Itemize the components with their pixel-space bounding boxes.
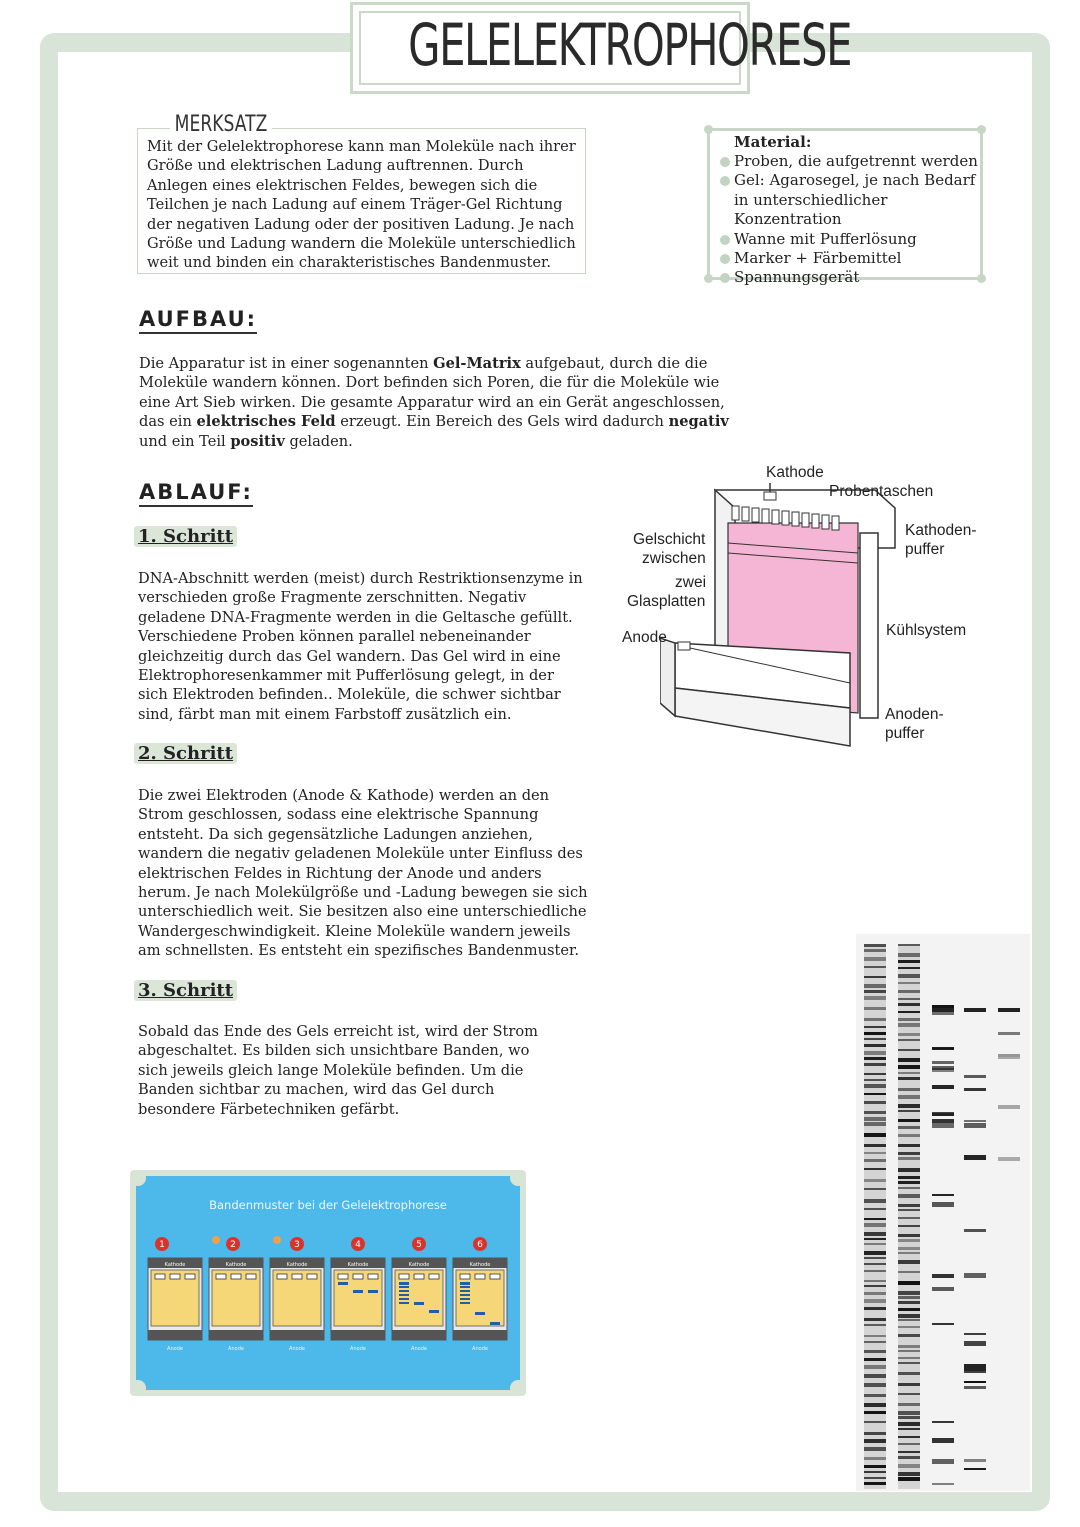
gel-band	[864, 1063, 886, 1066]
gel-band	[898, 990, 920, 993]
gel-band	[864, 1208, 886, 1210]
gel-band	[864, 1223, 886, 1227]
bm-well	[170, 1274, 180, 1279]
gel-band	[864, 1457, 886, 1460]
label-kuehlsystem: Kühlsystem	[886, 622, 967, 639]
gel-band	[998, 1054, 1020, 1057]
bm-ladder-band	[460, 1282, 470, 1284]
bm-anode-bar	[270, 1330, 324, 1340]
gel-band	[864, 1403, 886, 1407]
gel-band	[964, 1368, 986, 1371]
gel-lane-smear	[864, 944, 886, 1489]
gel-band	[898, 1416, 920, 1419]
gel-band	[864, 976, 886, 978]
gel-band	[898, 1168, 920, 1172]
label-kathode: Kathode	[766, 464, 824, 481]
gel-band	[864, 966, 886, 968]
bm-step-number: 5	[416, 1240, 422, 1250]
gel-band	[898, 1334, 920, 1337]
gel-band	[932, 1085, 954, 1089]
bm-ladder-band	[460, 1286, 470, 1288]
gel-band	[898, 1033, 920, 1036]
electrophoresis-apparatus-diagram	[660, 478, 910, 753]
gel-band	[932, 1123, 954, 1128]
bandenmuster-panels	[136, 1176, 520, 1390]
aufbau-text: Die Apparatur ist in einer sogenannten Gel-Matrix aufgebaut, durch die die Moleküle wandern können. Dort befinden sich Poren, die für die Moleküle wie eine Art Sieb wirken. Die gesamte Apparatur wird an ein Gerät angeschlossen, das ein elektrisches Feld erzeugt. Ein Bereich des Gels wird dadurch negativ und ein Teil positiv geladen.	[139, 355, 729, 450]
bm-band	[475, 1312, 485, 1315]
bm-anode-bar	[148, 1330, 202, 1340]
gel-band	[898, 1023, 920, 1027]
gel-band	[864, 1263, 886, 1265]
gel-band	[898, 1281, 920, 1285]
bm-band	[490, 1322, 500, 1325]
gel-band	[898, 1152, 920, 1155]
gel-band	[864, 1365, 886, 1369]
gel-band	[864, 1122, 886, 1126]
aufbau-heading: AUFBAU:	[139, 307, 257, 334]
gel-band	[864, 1432, 886, 1435]
gel-band	[898, 1271, 920, 1273]
material-list	[720, 152, 980, 288]
gel-band	[898, 1144, 920, 1147]
bm-step-number: 1	[159, 1240, 165, 1250]
gel-band	[864, 1335, 886, 1337]
gel-band	[864, 1251, 886, 1255]
bm-anode-bar	[392, 1330, 446, 1340]
gel-band	[898, 1217, 920, 1219]
gel-band	[898, 1239, 920, 1242]
gel-band	[898, 1065, 920, 1069]
gel-band	[964, 1075, 986, 1078]
gel-band	[898, 1319, 920, 1321]
gel-band	[864, 1133, 886, 1137]
bm-ladder-band	[460, 1294, 470, 1296]
gel-band	[932, 1061, 954, 1064]
gel-band	[864, 1018, 886, 1021]
step-3-text: Sobald das Ende des Gels erreicht ist, wird der Strom abgeschaltet. Es bilden sich unsichtbare Banden, wo sich jeweils gleich lange Moleküle befinden. Um die Banden sichtbar zu machen, wird das Gel durch besondere Färbetechniken gefärbt.	[138, 1023, 538, 1118]
gel-band	[964, 1381, 986, 1383]
bm-kathode-label: Kathode	[408, 1262, 430, 1268]
gel-band	[932, 1012, 954, 1015]
gel-band	[864, 1341, 886, 1343]
step-1-text: DNA-Abschnitt werden (meist) durch Restriktionsenzyme in verschieden große Fragmente zerschnitten. Negativ geladene DNA-Fragmente werden in die Geltasche gefüllt. Verschiedene Proben können parallel nebeneinander gleichzeitig durch das Gel wandern. Das Gel wird in eine Elektrophoresenkammer mit Pufferlösung gelegt, in der sich Elektroden befinden.. Moleküle, die schwer sichtbar sind, färbt man mit einem Farbstoff zusätzlich ein.	[138, 570, 583, 723]
gel-band	[864, 1324, 886, 1326]
gel-band	[898, 1403, 920, 1406]
gel-band	[964, 1229, 986, 1232]
gel-band	[864, 1292, 886, 1295]
bm-ladder-band	[399, 1290, 409, 1292]
gel-band	[964, 1008, 986, 1012]
gel-band	[932, 1459, 954, 1464]
label-anode: Anode	[622, 629, 667, 646]
gel-band	[864, 1394, 886, 1397]
label-gelschicht-4: Glasplatten	[627, 593, 706, 610]
gel-band	[898, 974, 920, 978]
gel-band	[898, 1451, 920, 1453]
gel-band	[932, 1483, 954, 1485]
material-item: Wanne mit Pufferlösung	[720, 230, 980, 249]
step-3-label: 3. Schritt	[134, 980, 237, 1001]
label-gelschicht-1: Gelschicht	[633, 531, 706, 548]
gel-band	[898, 1383, 920, 1386]
gel-band	[898, 1157, 920, 1160]
gel-band	[864, 1101, 886, 1104]
gel-band	[964, 1386, 986, 1389]
gel-band	[898, 1181, 920, 1184]
bm-anode-label: Anode	[350, 1346, 366, 1352]
gel-band	[864, 1057, 886, 1060]
gel-band	[864, 1159, 886, 1162]
gel-band	[864, 1280, 886, 1282]
bm-band	[368, 1290, 378, 1293]
bm-well	[353, 1274, 363, 1279]
material-title: Material:	[734, 133, 812, 151]
gel-band	[864, 1084, 886, 1088]
gel-band	[864, 1318, 886, 1321]
gel-band	[864, 1285, 886, 1287]
gel-band	[932, 1194, 954, 1196]
gel-band	[898, 1464, 920, 1468]
gel-band	[898, 1436, 920, 1438]
bm-kathode-label: Kathode	[347, 1262, 369, 1268]
gel-band	[864, 996, 886, 1000]
gel-band	[864, 1188, 886, 1190]
gel-band	[898, 1393, 920, 1395]
gel-band	[864, 1111, 886, 1114]
gel-band	[898, 1225, 920, 1227]
gel-band	[864, 1447, 886, 1451]
gel-band	[898, 1134, 920, 1137]
gel-band	[864, 1073, 886, 1075]
bm-step-number: 2	[230, 1240, 236, 1250]
bm-well	[399, 1274, 409, 1279]
bm-ladder-band	[399, 1302, 409, 1304]
gel-band	[998, 1032, 1020, 1035]
bm-well	[231, 1274, 241, 1279]
gel-band	[864, 1299, 886, 1303]
gel-band	[898, 1314, 920, 1318]
bm-anode-bar	[453, 1330, 507, 1340]
gel-band	[864, 1482, 886, 1485]
gel-photo-bands	[856, 934, 1030, 1491]
gel-band	[898, 1428, 920, 1430]
gel-band	[898, 1411, 920, 1415]
gel-band	[898, 1209, 920, 1211]
gel-band	[898, 1077, 920, 1080]
gel-band	[898, 1357, 920, 1359]
gel-band	[898, 1350, 920, 1352]
bm-band	[429, 1310, 439, 1313]
bm-well	[277, 1274, 287, 1279]
label-probentaschen: Probentaschen	[829, 483, 934, 500]
merksatz-label: MERKSATZ	[170, 112, 272, 137]
gel-band	[864, 1007, 886, 1010]
gel-band	[864, 1350, 886, 1353]
gel-band	[864, 1411, 886, 1414]
gel-band	[898, 1003, 920, 1006]
gel-band	[864, 1257, 886, 1259]
gel-band	[864, 957, 886, 961]
gel-band	[932, 1287, 954, 1291]
gel-band	[898, 1296, 920, 1299]
label-anodenpuffer-2: puffer	[885, 725, 925, 742]
gel-band	[898, 1119, 920, 1122]
label-anodenpuffer-1: Anoden-	[885, 706, 944, 723]
bm-ladder-band	[399, 1294, 409, 1296]
gel-band	[964, 1468, 986, 1470]
gel-band	[864, 1232, 886, 1236]
gel-band	[898, 1345, 920, 1348]
gel-band	[864, 1026, 886, 1028]
gel-band	[898, 1326, 920, 1328]
gel-band	[898, 1422, 920, 1426]
gel-band	[964, 1123, 986, 1128]
gel-band	[864, 1243, 886, 1245]
bm-well	[185, 1274, 195, 1279]
bm-anode-label: Anode	[472, 1346, 488, 1352]
bm-step-number: 6	[477, 1240, 483, 1250]
bm-ladder-band	[399, 1298, 409, 1300]
gel-band	[964, 1364, 986, 1368]
gel-band	[864, 1471, 886, 1473]
gel-band	[898, 1126, 920, 1129]
bm-well	[155, 1274, 165, 1279]
gel-band	[898, 1372, 920, 1375]
gel-band	[898, 967, 920, 969]
gel-band	[864, 1199, 886, 1203]
gel-band	[864, 1307, 886, 1310]
gel-band	[898, 1039, 920, 1041]
gel-band	[898, 953, 920, 957]
material-item: Proben, die aufgetrennt werden	[720, 152, 980, 171]
gel-band	[864, 1374, 886, 1378]
bm-kathode-label: Kathode	[286, 1262, 308, 1268]
gel-band	[898, 1110, 920, 1112]
gel-band	[898, 1247, 920, 1250]
bm-anode-label: Anode	[289, 1346, 305, 1352]
gel-photo	[856, 934, 1030, 1491]
gel-band	[898, 1095, 920, 1099]
gel-band	[864, 949, 886, 952]
gel-band	[964, 1341, 986, 1346]
page-title: GELELEKTROPHORESE	[408, 11, 852, 79]
gel-band	[964, 1155, 986, 1160]
gel-band	[932, 1274, 954, 1278]
bm-band	[338, 1282, 348, 1285]
label-gelschicht-3: zwei	[675, 574, 707, 591]
bm-well	[307, 1274, 317, 1279]
gel-band	[864, 990, 886, 993]
bm-band	[353, 1290, 363, 1293]
gel-band	[864, 1038, 886, 1040]
gel-band	[864, 1358, 886, 1361]
gel-band	[898, 1472, 920, 1476]
bm-well	[292, 1274, 302, 1279]
gel-band	[898, 1104, 920, 1108]
gel-band	[864, 1079, 886, 1081]
gel-band	[864, 1117, 886, 1121]
gel-band	[864, 1218, 886, 1220]
material-item: Marker + Färbemittel	[720, 249, 980, 268]
gel-band	[864, 1421, 886, 1423]
gel-band	[898, 1176, 920, 1179]
gel-band	[898, 1018, 920, 1021]
gel-band	[898, 960, 920, 963]
ablauf-heading: ABLAUF:	[139, 480, 253, 507]
label-gelschicht-2: zwischen	[642, 550, 706, 567]
gel-band	[964, 1273, 986, 1278]
gel-band	[932, 1066, 954, 1070]
step-2-text: Die zwei Elektroden (Anode & Kathode) werden an den Strom geschlossen, sodass eine elektrische Spannung entsteht. Da sich gegensätzliche Ladungen anziehen, wandern die negativ geladenen Moleküle unter Einfluss des elektrischen Feldes in Richtung der Anode und anders herum. Je nach Molekülgröße und -Ladung bewegen sie sich unterschiedlich weit. Sie besitzen also eine unterschiedliche Wandergeschwindigkeit. Kleine Moleküle wandern jeweils am schnellsten. Es entsteht ein spezifisches Bandenmuster.	[138, 787, 588, 960]
gel-band	[998, 1157, 1020, 1161]
bm-ladder-band	[460, 1290, 470, 1292]
gel-band	[864, 984, 886, 988]
gel-band	[932, 1048, 954, 1050]
bm-ladder-band	[399, 1282, 409, 1284]
gel-band	[898, 1072, 920, 1074]
gel-band	[864, 1032, 886, 1035]
gel-band	[898, 1456, 920, 1459]
gel-band	[864, 1238, 886, 1240]
gel-band	[898, 1058, 920, 1062]
title-box	[350, 2, 852, 94]
gel-band	[932, 1421, 954, 1423]
gel-band	[898, 1088, 920, 1091]
gel-band	[898, 1049, 920, 1051]
gel-band	[932, 1112, 954, 1116]
step-2-label: 2. Schritt	[134, 743, 237, 764]
bm-well	[338, 1274, 348, 1279]
gel-band	[864, 1383, 886, 1387]
bm-band	[414, 1302, 424, 1305]
bm-step-number: 3	[294, 1240, 300, 1250]
gel-band	[864, 1477, 886, 1479]
gel-band	[998, 1057, 1020, 1059]
gel-band	[864, 1144, 886, 1147]
gel-band	[898, 1362, 920, 1364]
gel-band	[864, 1439, 886, 1443]
bm-ladder-band	[399, 1286, 409, 1288]
bm-pipette-drop	[273, 1236, 281, 1244]
step-1-label: 1. Schritt	[134, 526, 237, 547]
gel-band	[864, 1051, 886, 1055]
material-item: Spannungsgerät	[720, 268, 980, 287]
gel-band	[898, 1194, 920, 1198]
bm-step-number: 4	[355, 1240, 361, 1250]
bm-anode-bar	[209, 1330, 263, 1340]
gel-band	[964, 1088, 986, 1091]
bm-anode-bar	[331, 1330, 385, 1340]
gel-band	[898, 998, 920, 1000]
bm-ladder-band	[460, 1302, 470, 1304]
merksatz-text: Mit der Gelelektrophorese kann man Moleküle nach ihrer Größe und elektrischen Ladung auftrennen. Durch Anlegen eines elektrischen Feldes, bewegen sich die Teilchen je nach Ladung auf einem Träger-Gel Richtung der negativen Ladung oder der positiven Ladung. Je nach Größe und Ladung wandern die Moleküle unterschiedlich weit und binden ein charakteristisches Bandenmuster.	[147, 138, 576, 272]
bm-anode-label: Anode	[167, 1346, 183, 1352]
gel-band	[864, 1093, 886, 1095]
gel-band	[898, 1308, 920, 1311]
gel-band	[898, 1260, 920, 1264]
gel-band	[932, 1008, 954, 1012]
gel-band	[898, 944, 920, 946]
gel-band	[998, 1008, 1020, 1012]
bandenmuster-title: Bandenmuster bei der Gelelektrophorese	[209, 1198, 447, 1212]
bm-kathode-label: Kathode	[469, 1262, 491, 1268]
bm-kathode-label: Kathode	[164, 1262, 186, 1268]
gel-band	[898, 1443, 920, 1445]
gel-band	[898, 1252, 920, 1254]
gel-band	[932, 1438, 954, 1443]
gel-band	[932, 1323, 954, 1325]
gel-band	[864, 1044, 886, 1047]
gel-band	[864, 1465, 886, 1468]
bandenmuster-illustration	[130, 1170, 526, 1396]
gel-band	[964, 1120, 986, 1122]
bm-well	[429, 1274, 439, 1279]
material-item: Gel: Agarosegel, je nach Bedarf in unterschiedlicher Konzentration	[720, 171, 980, 229]
gel-band	[898, 1301, 920, 1304]
gel-band	[898, 1011, 920, 1013]
gel-band	[864, 1179, 886, 1182]
bm-anode-label: Anode	[228, 1346, 244, 1352]
gel-band	[898, 1187, 920, 1189]
gel-band	[864, 1152, 886, 1154]
bm-kathode-label: Kathode	[225, 1262, 247, 1268]
gel-band	[932, 1202, 954, 1207]
gel-band	[898, 982, 920, 984]
bm-well	[216, 1274, 226, 1279]
bm-ladder-band	[460, 1298, 470, 1300]
bm-well	[460, 1274, 470, 1279]
gel-band	[964, 1459, 986, 1462]
bm-well	[490, 1274, 500, 1279]
gel-band	[898, 1204, 920, 1207]
bm-well	[246, 1274, 256, 1279]
gel-band	[998, 1105, 1020, 1109]
gel-band	[932, 1119, 954, 1123]
gel-band	[898, 1291, 920, 1295]
gel-band	[864, 1270, 886, 1272]
bm-anode-label: Anode	[411, 1346, 427, 1352]
gel-band	[898, 1477, 920, 1481]
label-kathodenpuffer-1: Kathoden-	[905, 522, 977, 539]
gel-band	[864, 944, 886, 947]
bm-well	[475, 1274, 485, 1279]
gel-band	[898, 1234, 920, 1237]
label-kathodenpuffer-2: puffer	[905, 541, 945, 558]
bm-well	[414, 1274, 424, 1279]
gel-band	[864, 1168, 886, 1170]
bm-pipette-drop	[212, 1236, 220, 1244]
bm-well	[368, 1274, 378, 1279]
gel-band	[964, 1333, 986, 1335]
